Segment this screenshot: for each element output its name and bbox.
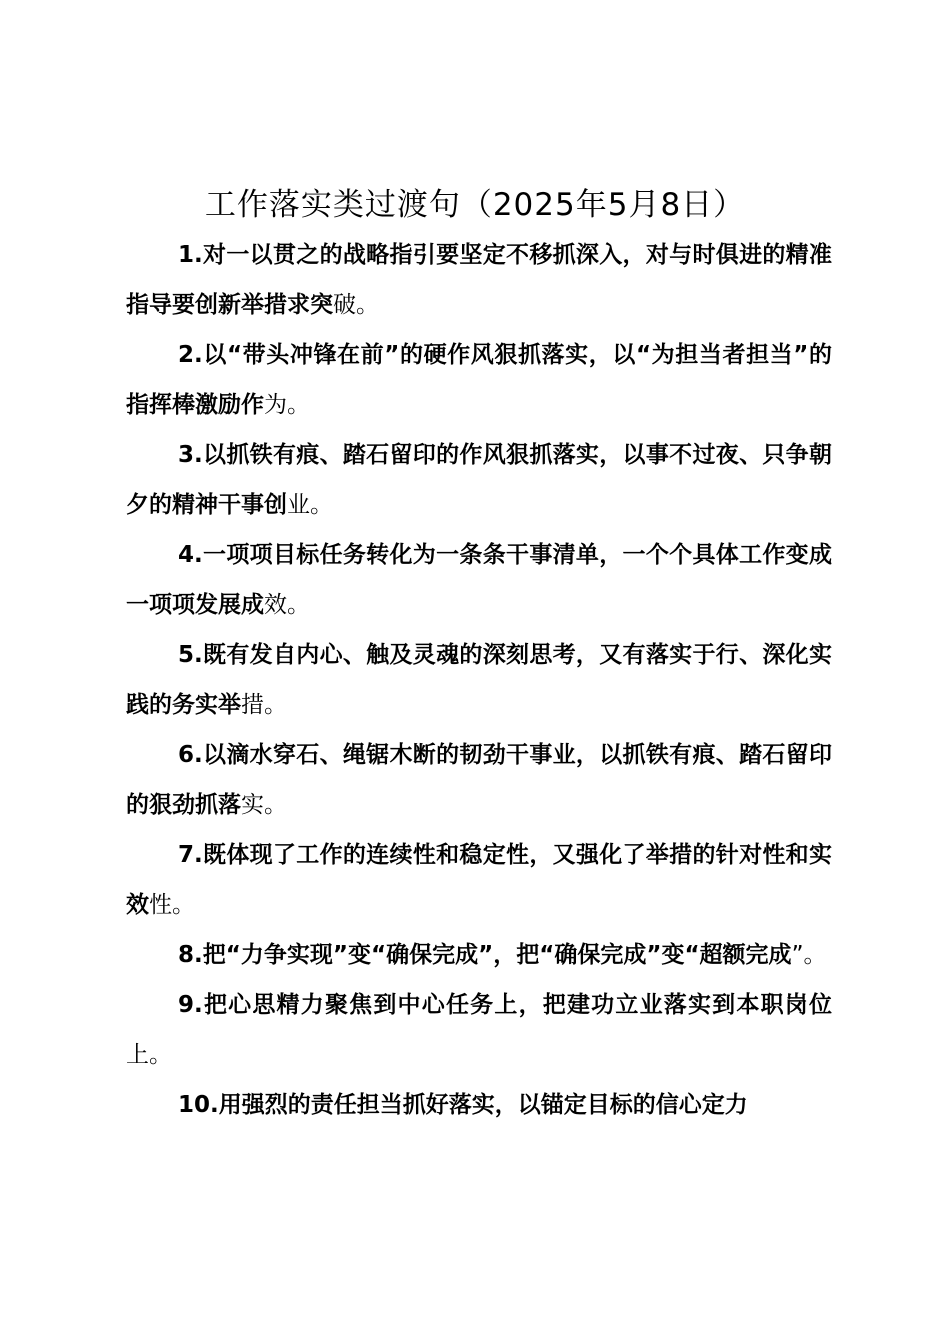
list-item-6 bbox=[126, 730, 832, 830]
item-ending: 措。 bbox=[241, 692, 287, 718]
document-body bbox=[126, 230, 832, 1130]
item-text: 4.一项项目标任务转化为一条条干事清单，一个个具体工作变成一项项发展成 bbox=[126, 542, 832, 618]
list-item-10 bbox=[126, 1080, 832, 1130]
item-ending: 效。 bbox=[264, 592, 310, 618]
item-text: 3.以抓铁有痕、踏石留印的作风狠抓落实，以事不过夜、只争朝夕的精神干事创 bbox=[126, 442, 832, 518]
list-item-7 bbox=[126, 830, 832, 930]
item-text: 9.把心思精力聚焦到中心任务上，把建功立业落实到本职岗位 bbox=[178, 992, 832, 1018]
list-item-4 bbox=[126, 530, 832, 630]
list-item-8 bbox=[126, 930, 832, 980]
list-item-3 bbox=[126, 430, 832, 530]
document-title: 工作落实类过渡句（2025年5月8日） bbox=[204, 187, 746, 223]
list-item-5 bbox=[126, 630, 832, 730]
item-ending: ”。 bbox=[791, 942, 827, 968]
item-ending: 上。 bbox=[126, 1042, 172, 1068]
item-text: 7.既体现了工作的连续性和稳定性，又强化了举措的针对性和实效 bbox=[126, 842, 832, 918]
list-item-2 bbox=[126, 330, 832, 430]
item-text: 5.既有发自内心、触及灵魂的深刻思考，又有落实于行、深化实践的务实举 bbox=[126, 642, 832, 718]
item-ending: 为。 bbox=[264, 392, 310, 418]
item-text: 6.以滴水穿石、绳锯木断的韧劲干事业，以抓铁有痕、踏石留印的狠劲抓落 bbox=[126, 742, 832, 818]
item-ending: 业。 bbox=[287, 492, 333, 518]
item-text: 8.把“力争实现”变“确保完成”，把“确保完成”变“超额完成 bbox=[178, 942, 792, 968]
item-text: 10.用强烈的责任担当抓好落实，以锚定目标的信心定力 bbox=[178, 1092, 748, 1118]
item-ending: 实。 bbox=[241, 792, 287, 818]
item-ending: 性。 bbox=[149, 892, 195, 918]
item-ending: 破。 bbox=[333, 292, 379, 318]
list-item-1 bbox=[126, 230, 832, 330]
list-item-9 bbox=[126, 980, 832, 1080]
item-text: 1.对一以贯之的战略指引要坚定不移抓深入，对与时俱进的精准指导要创新举措求突 bbox=[126, 242, 832, 318]
item-text: 2.以“带头冲锋在前”的硬作风狠抓落实，以“为担当者担当”的指挥棒激励作 bbox=[126, 342, 832, 418]
